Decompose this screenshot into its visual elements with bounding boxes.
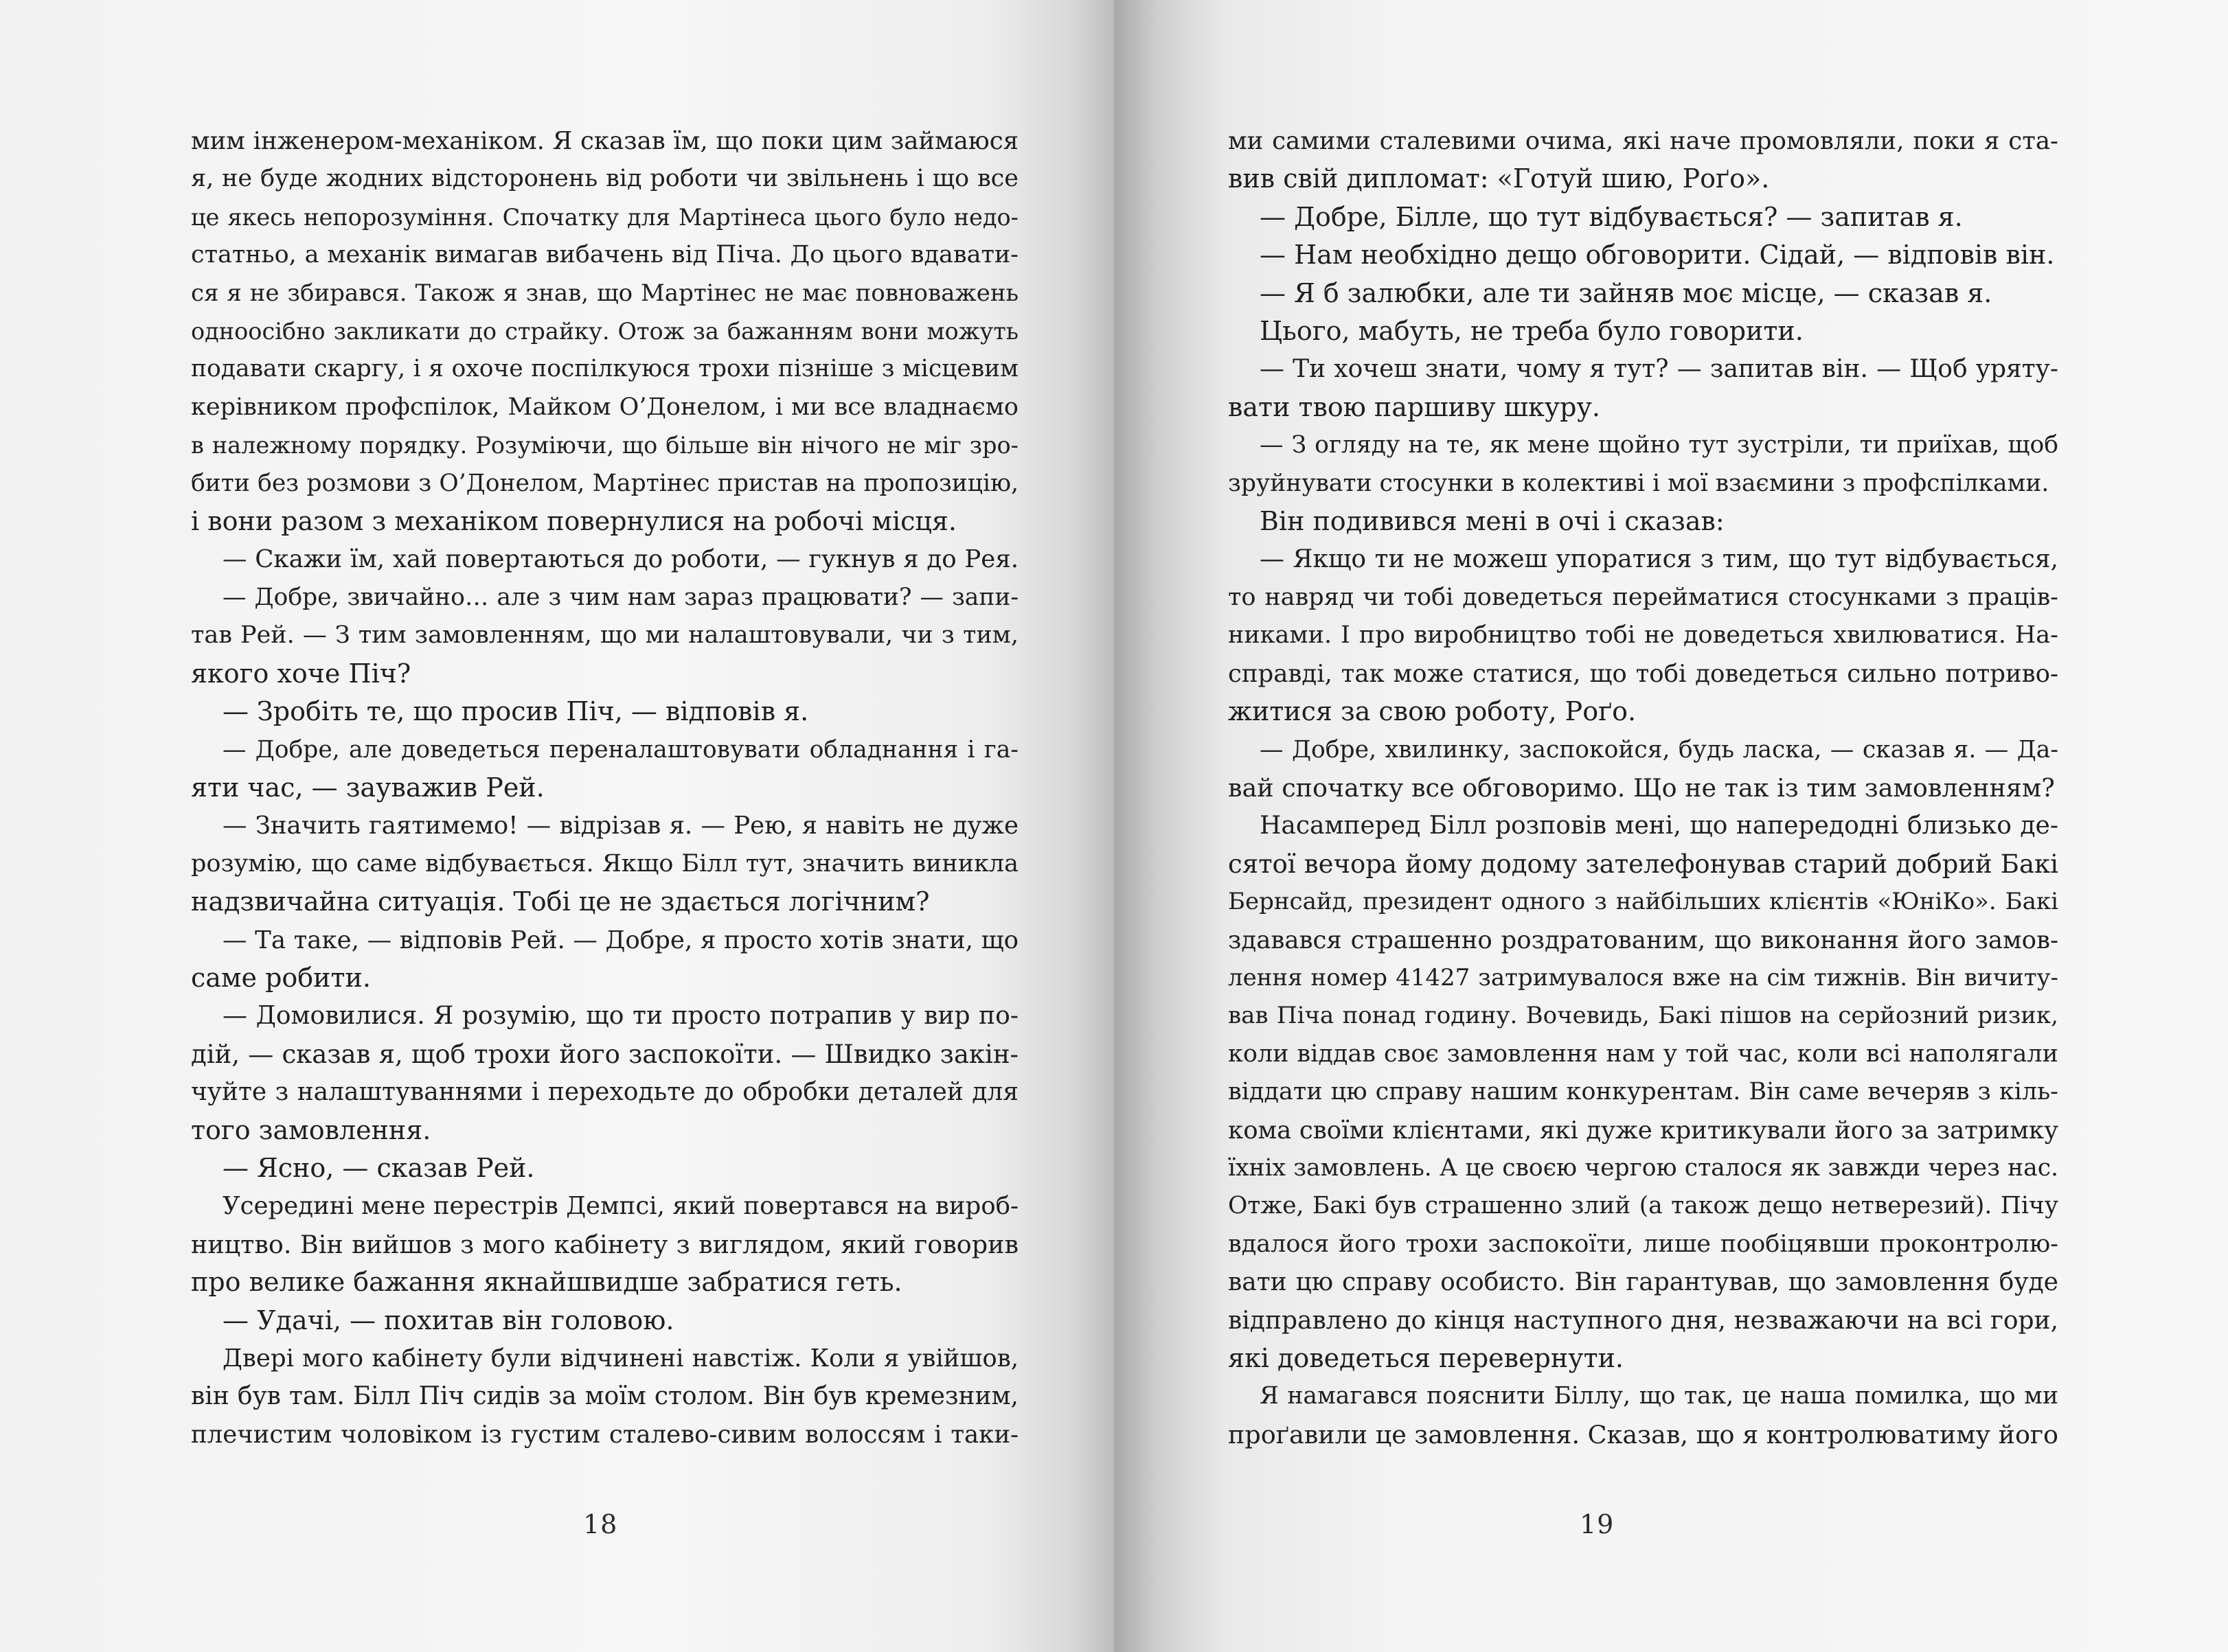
text-line: ся я не збирався. Також я знав, що Мартінес не має повноважень — [191, 279, 1019, 307]
text-line: никами. І про виробництво тобі не доведеться хвилюватися. На- — [1228, 621, 2058, 650]
text-line: тав Рей. — З тим замовленням, що ми налаштовували, чи з тим, — [191, 621, 1019, 650]
text-line: — Зробіть те, що просив Піч, — відповів я. — [223, 696, 809, 727]
text-line: — Нам необхідно дещо обговорити. Сідай, — відповів він. — [1260, 240, 2055, 271]
text-line: — Ясно, — сказав Рей. — [223, 1152, 535, 1183]
text-line: — Значить гаятимемо! — відрізав я. — Рею, я навіть не дуже — [223, 812, 1019, 840]
text-line: одноосібно закликати до страйку. Отож за бажанням вони можуть — [191, 318, 1019, 345]
right-page-number: 19 — [1580, 1509, 1615, 1539]
text-line: — Домовилися. Я розумію, що ти просто потрапив у вир по- — [223, 1002, 1019, 1031]
text-line: житися за свою роботу, Роґо. — [1228, 696, 1637, 727]
right-page — [1114, 0, 2228, 1652]
text-line: — Добре, але доведеться переналаштовувати обладнання і га- — [223, 735, 1019, 764]
text-line: розумію, що саме відбувається. Якщо Білл тут, значить виникла — [191, 849, 1019, 877]
text-line: ництво. Він вийшов з мого кабінету з виглядом, який говорив — [191, 1229, 1019, 1259]
left-page-number: 18 — [583, 1509, 618, 1539]
text-line: він був там. Білл Піч сидів за моїм столом. Він був кремезним, — [191, 1382, 1019, 1411]
text-line: — Ти хочеш знати, чому я тут? — запитав він. — Щоб уряту- — [1260, 355, 2058, 384]
text-line: коли віддав своє замовлення нам у той час, коли всі наполягали — [1228, 1040, 2058, 1068]
text-line: вдалося його трохи заспокоїти, лише пообіцявши проконтролю- — [1228, 1230, 2058, 1258]
text-line: — Добре, хвилинку, заспокойся, будь ласка, — сказав я. — Да- — [1260, 735, 2058, 764]
text-line: — Якщо ти не можеш упоратися з тим, що тут відбувається, — [1260, 545, 2058, 574]
text-line: Насамперед Білл розповів мені, що напередодні близько де- — [1260, 812, 2058, 840]
text-line: — Скажи їм, хай повертаються до роботи, — гукнув я до Рея. — [223, 545, 1019, 574]
text-line: сятої вечора йому додому зателефонував старий добрий Бакі — [1228, 849, 2058, 879]
text-line: проґавили це замовлення. Сказав, що я контролюватиму його — [1228, 1419, 2058, 1449]
text-line: Цього, мабуть, не треба було говорити. — [1260, 316, 1804, 347]
text-line: ми самими сталевими очима, які наче промовляли, поки я ста- — [1228, 127, 2058, 155]
right-page-text — [1228, 122, 2058, 1454]
text-line: в належному порядку. Розуміючи, що більше він нічого не міг зро- — [191, 432, 1019, 459]
text-line: Двері мого кабінету були відчинені навстіж. Коли я увійшов, — [223, 1344, 1019, 1373]
left-page-text — [191, 122, 1019, 1454]
text-line: мим інженером-механіком. Я сказав їм, що поки цим займаюся — [191, 127, 1019, 155]
text-line: — Та таке, — відповів Рей. — Добре, я просто хотів знати, що — [223, 926, 1019, 954]
text-line: зруйнувати стосунки в колективі і мої взаємини з профспілками. — [1228, 469, 2049, 497]
text-line: лення номер 41427 затримувалося вже на сім тижнів. Він вичиту- — [1228, 963, 2058, 991]
text-line: які доведеться перевернути. — [1228, 1343, 1624, 1373]
text-line: вай спочатку все обговоримо. Що не так із тим замовленням? — [1228, 772, 2055, 803]
text-line: відправлено до кінця наступного дня, незважаючи на всі гори, — [1228, 1306, 2058, 1335]
text-line: віддати цю справу нашим конкурентам. Він саме вечеряв з кіль- — [1228, 1078, 2058, 1106]
text-line: чуйте з налаштуваннями і переходьте до обробки деталей для — [191, 1078, 1019, 1107]
text-line: це якесь непорозуміння. Спочатку для Мартінеса цього було недо- — [191, 203, 1019, 231]
text-line: Я намагався пояснити Біллу, що так, це наша помилка, що ми — [1260, 1382, 2058, 1410]
text-line: я, не буде жодних відсторонень від роботи чи звільнень і що все — [191, 165, 1019, 193]
text-line: якого хоче Піч? — [191, 658, 411, 689]
text-line: вати цю справу особисто. Він гарантував, що замовлення буде — [1228, 1268, 2058, 1297]
text-line: того замовлення. — [191, 1114, 431, 1145]
text-line: подавати скаргу, і я охоче поспілкуюся трохи пізніше з місцевим — [191, 355, 1019, 383]
text-line: здавався страшенно роздратованим, що виконання його замов- — [1228, 926, 2058, 954]
text-line: про велике бажання якнайшвидше забратися геть. — [191, 1267, 902, 1298]
text-line: справді, так може статися, що тобі доведеться сильно потриво- — [1228, 659, 2058, 688]
text-line: то навряд чи тобі доведеться перейматися стосунками з праців- — [1228, 583, 2058, 611]
text-line: надзвичайна ситуація. Тобі це не здається логічним? — [191, 886, 930, 917]
text-line: — Добре, звичайно… але з чим нам зараз працювати? — запи- — [223, 583, 1019, 611]
text-line: вав Піча понад годину. Вочевидь, Бакі пішов на серйозний ризик, — [1228, 1002, 2058, 1030]
text-line: Бернсайд, президент одного з найбільших клієнтів «ЮніКо». Бакі — [1228, 888, 2058, 916]
text-line: — З огляду на те, як мене щойно тут зустріли, ти приїхав, щоб — [1260, 431, 2058, 459]
text-line: вати твою паршиву шкуру. — [1228, 391, 1600, 422]
text-line: — Добре, Білле, що тут відбувається? — запитав я. — [1260, 201, 1963, 232]
text-line: дій, — сказав я, щоб трохи його заспокоїти. — Швидко закін- — [191, 1039, 1019, 1069]
text-line: саме робити. — [191, 962, 371, 993]
text-line: їхніх замовлень. А це своєю чергою сталося як завжди через нас. — [1228, 1154, 2058, 1182]
text-line: Отже, Бакі був страшенно злий (а також дещо нетверезий). Пічу — [1228, 1192, 2058, 1220]
text-line: вив свій дипломат: «Готуй шию, Роґо». — [1228, 163, 1770, 194]
text-line: — Я б залюбки, але ти зайняв моє місце, — сказав я. — [1260, 277, 1992, 308]
text-line: — Удачі, — похитав він головою. — [223, 1305, 674, 1335]
text-line: яти час, — зауважив Рей. — [191, 772, 545, 803]
text-line: і вони разом з механіком повернулися на робочі місця. — [191, 506, 957, 537]
text-line: кома своїми клієнтами, які дуже критикували його за затримку — [1228, 1116, 2058, 1145]
text-line: керівником профспілок, Майком О’Донелом, і ми все владнаємо — [191, 393, 1019, 421]
text-line: Він подивився мені в очі і сказав: — [1260, 506, 1725, 537]
text-line: Усередині мене перестрів Демпсі, який повертався на вироб- — [223, 1192, 1019, 1221]
text-line: статньо, а механік вимагав вибачень від Піча. До цього вдавати- — [191, 241, 1019, 269]
text-line: плечистим чоловіком із густим сталево-сивим волоссям і таки- — [191, 1420, 1019, 1449]
text-line: бити без розмови з О’Донелом, Мартінес пристав на пропозицію, — [191, 469, 1019, 497]
